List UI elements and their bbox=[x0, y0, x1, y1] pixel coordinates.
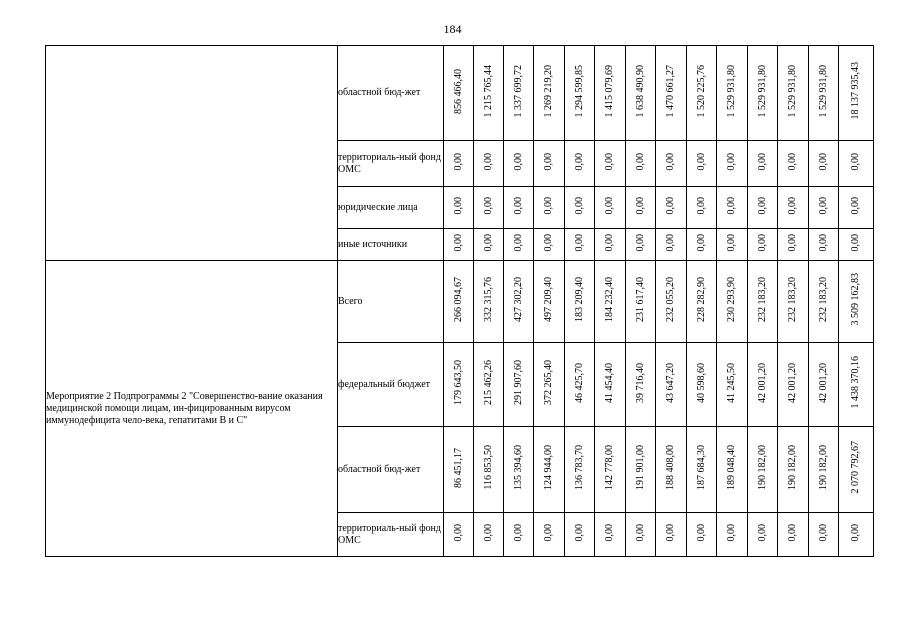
value-cell bbox=[444, 513, 474, 557]
value-cell bbox=[504, 261, 534, 343]
value-cell bbox=[717, 141, 748, 187]
value-text: 0,00 bbox=[634, 152, 646, 171]
value-text: 232 183,20 bbox=[817, 277, 829, 322]
value-text: 42 001,20 bbox=[756, 362, 768, 403]
value-text: 190 182,00 bbox=[787, 445, 798, 490]
value-cell bbox=[595, 229, 626, 261]
value-cell bbox=[687, 187, 717, 229]
value-text: 0,00 bbox=[452, 196, 464, 215]
funding-source-cell: иные источники bbox=[338, 229, 444, 261]
value-cell bbox=[595, 427, 626, 513]
value-text: 1 529 931,80 bbox=[726, 64, 737, 118]
value-text: 0,00 bbox=[573, 152, 585, 171]
value-text: 191 901,00 bbox=[634, 445, 646, 490]
value-cell bbox=[626, 141, 656, 187]
funding-source-cell: областной бюд-жет bbox=[338, 427, 444, 513]
value-text: 0,00 bbox=[787, 152, 798, 171]
value-cell bbox=[778, 261, 809, 343]
value-text: 1 215 765,44 bbox=[482, 64, 494, 118]
value-cell bbox=[839, 261, 874, 343]
value-cell bbox=[717, 46, 748, 141]
funding-source-cell: федеральный бюджет bbox=[338, 343, 444, 427]
value-cell bbox=[656, 187, 687, 229]
value-text: 42 001,20 bbox=[787, 362, 798, 403]
value-text: 231 617,40 bbox=[634, 277, 646, 322]
value-text: 0,00 bbox=[817, 152, 829, 171]
value-text: 0,00 bbox=[543, 523, 554, 542]
value-text: 856 466,40 bbox=[452, 68, 464, 114]
value-cell bbox=[809, 343, 839, 427]
value-cell bbox=[534, 343, 565, 427]
value-text: 184 232,40 bbox=[604, 277, 615, 322]
value-cell bbox=[595, 513, 626, 557]
value-text: 0,00 bbox=[817, 196, 829, 215]
value-cell bbox=[809, 187, 839, 229]
table-row bbox=[46, 261, 874, 343]
value-cell bbox=[656, 343, 687, 427]
value-text: 187 684,30 bbox=[695, 445, 707, 490]
value-text: 190 182,00 bbox=[817, 445, 829, 490]
value-text: 1 269 219,20 bbox=[543, 64, 554, 118]
value-text: 1 294 599,85 bbox=[573, 64, 585, 118]
value-cell bbox=[778, 513, 809, 557]
value-cell bbox=[748, 343, 778, 427]
value-text: 0,00 bbox=[756, 233, 768, 252]
value-text: 42 001,20 bbox=[817, 362, 829, 403]
value-cell bbox=[474, 343, 504, 427]
value-text: 0,00 bbox=[787, 233, 798, 252]
value-cell bbox=[444, 261, 474, 343]
value-text: 0,00 bbox=[695, 523, 707, 542]
value-text: 0,00 bbox=[512, 233, 524, 252]
value-text: 179 643,50 bbox=[452, 360, 464, 405]
value-text: 41 245,50 bbox=[726, 362, 737, 403]
value-cell bbox=[504, 187, 534, 229]
value-text: 1 438 370,16 bbox=[850, 356, 861, 409]
value-cell bbox=[809, 141, 839, 187]
value-text: 0,00 bbox=[850, 196, 861, 215]
value-text: 86 451,17 bbox=[452, 447, 464, 488]
value-cell bbox=[626, 513, 656, 557]
value-cell bbox=[474, 46, 504, 141]
value-cell bbox=[504, 229, 534, 261]
value-cell bbox=[687, 343, 717, 427]
value-cell bbox=[717, 187, 748, 229]
value-cell bbox=[595, 46, 626, 141]
value-text: 1 415 079,69 bbox=[604, 64, 615, 118]
value-text: 0,00 bbox=[850, 233, 861, 252]
value-text: 18 137 935,43 bbox=[850, 62, 861, 120]
value-text: 232 183,20 bbox=[787, 277, 798, 322]
value-text: 266 094,67 bbox=[452, 277, 464, 322]
value-text: 0,00 bbox=[850, 152, 861, 171]
value-text: 0,00 bbox=[452, 523, 464, 542]
funding-source-cell: территориаль-ный фонд ОМС bbox=[338, 141, 444, 187]
value-cell bbox=[626, 229, 656, 261]
value-text: 0,00 bbox=[665, 233, 676, 252]
value-cell bbox=[626, 187, 656, 229]
value-cell bbox=[565, 141, 595, 187]
value-text: 189 048,40 bbox=[726, 445, 737, 490]
value-cell bbox=[504, 427, 534, 513]
value-cell bbox=[748, 141, 778, 187]
value-cell bbox=[534, 427, 565, 513]
value-cell bbox=[778, 343, 809, 427]
value-cell bbox=[534, 513, 565, 557]
value-cell bbox=[839, 187, 874, 229]
value-cell bbox=[565, 261, 595, 343]
value-text: 0,00 bbox=[726, 152, 737, 171]
value-cell bbox=[656, 513, 687, 557]
value-cell bbox=[656, 46, 687, 141]
value-text: 372 265,40 bbox=[543, 360, 554, 405]
page-number: 184 bbox=[443, 22, 462, 36]
value-cell bbox=[534, 187, 565, 229]
value-text: 0,00 bbox=[665, 196, 676, 215]
funding-source-cell: областной бюд-жет bbox=[338, 46, 444, 141]
value-text: 291 907,60 bbox=[512, 360, 524, 405]
table-row bbox=[46, 46, 874, 141]
value-cell bbox=[504, 46, 534, 141]
value-text: 0,00 bbox=[634, 523, 646, 542]
value-text: 427 302,20 bbox=[512, 277, 524, 322]
value-cell bbox=[565, 229, 595, 261]
value-text: 0,00 bbox=[543, 196, 554, 215]
value-cell bbox=[717, 513, 748, 557]
value-cell bbox=[504, 513, 534, 557]
value-text: 0,00 bbox=[695, 196, 707, 215]
funding-source-cell: территориаль-ный фонд ОМС bbox=[338, 513, 444, 557]
value-text: 1 470 661,27 bbox=[665, 64, 676, 118]
value-text: 1 520 225,76 bbox=[695, 64, 707, 118]
value-cell bbox=[656, 229, 687, 261]
value-cell bbox=[748, 229, 778, 261]
value-text: 0,00 bbox=[604, 233, 615, 252]
value-cell bbox=[778, 46, 809, 141]
value-cell bbox=[444, 46, 474, 141]
value-cell bbox=[839, 229, 874, 261]
value-cell bbox=[839, 141, 874, 187]
funding-source-cell: Всего bbox=[338, 261, 444, 343]
value-text: 0,00 bbox=[695, 152, 707, 171]
value-text: 0,00 bbox=[512, 523, 524, 542]
value-text: 188 408,00 bbox=[665, 445, 676, 490]
value-text: 142 778,00 bbox=[604, 445, 615, 490]
value-text: 0,00 bbox=[756, 523, 768, 542]
value-cell bbox=[778, 229, 809, 261]
value-cell bbox=[444, 229, 474, 261]
value-cell bbox=[748, 46, 778, 141]
value-text: 0,00 bbox=[634, 196, 646, 215]
value-cell bbox=[717, 261, 748, 343]
value-cell bbox=[444, 343, 474, 427]
value-cell bbox=[687, 46, 717, 141]
value-text: 1 529 931,80 bbox=[787, 64, 798, 118]
value-text: 332 315,76 bbox=[482, 277, 494, 322]
value-text: 0,00 bbox=[482, 523, 494, 542]
value-cell bbox=[687, 513, 717, 557]
value-cell bbox=[687, 141, 717, 187]
value-cell bbox=[444, 141, 474, 187]
value-cell bbox=[474, 513, 504, 557]
value-cell bbox=[444, 427, 474, 513]
value-text: 0,00 bbox=[695, 233, 707, 252]
value-cell bbox=[687, 261, 717, 343]
value-cell bbox=[534, 141, 565, 187]
value-cell bbox=[748, 187, 778, 229]
value-text: 135 394,60 bbox=[512, 445, 524, 490]
value-cell bbox=[626, 261, 656, 343]
value-text: 0,00 bbox=[452, 152, 464, 171]
value-cell bbox=[809, 229, 839, 261]
value-cell bbox=[474, 141, 504, 187]
value-cell bbox=[595, 187, 626, 229]
value-cell bbox=[656, 261, 687, 343]
value-cell bbox=[565, 187, 595, 229]
value-text: 1 638 490,90 bbox=[634, 64, 646, 118]
value-text: 0,00 bbox=[726, 233, 737, 252]
value-text: 0,00 bbox=[573, 233, 585, 252]
value-text: 0,00 bbox=[756, 152, 768, 171]
value-text: 40 598,60 bbox=[695, 362, 707, 403]
value-cell bbox=[504, 141, 534, 187]
value-text: 2 070 792,67 bbox=[850, 441, 861, 494]
value-cell bbox=[474, 187, 504, 229]
value-text: 0,00 bbox=[787, 523, 798, 542]
value-cell bbox=[687, 229, 717, 261]
value-text: 232 183,20 bbox=[756, 277, 768, 322]
value-text: 0,00 bbox=[543, 152, 554, 171]
value-text: 0,00 bbox=[850, 523, 861, 542]
value-cell bbox=[839, 513, 874, 557]
value-cell bbox=[565, 427, 595, 513]
value-text: 1 337 699,72 bbox=[512, 64, 524, 118]
value-text: 0,00 bbox=[482, 233, 494, 252]
value-cell bbox=[534, 46, 565, 141]
value-cell bbox=[839, 46, 874, 141]
value-text: 1 529 931,80 bbox=[817, 64, 829, 118]
value-cell bbox=[626, 46, 656, 141]
value-cell bbox=[626, 427, 656, 513]
value-cell bbox=[748, 427, 778, 513]
value-text: 0,00 bbox=[634, 233, 646, 252]
value-text: 0,00 bbox=[512, 196, 524, 215]
value-text: 0,00 bbox=[787, 196, 798, 215]
value-cell bbox=[565, 46, 595, 141]
value-cell bbox=[534, 261, 565, 343]
value-cell bbox=[839, 343, 874, 427]
value-text: 124 944,00 bbox=[543, 445, 554, 490]
value-cell bbox=[626, 343, 656, 427]
value-cell bbox=[504, 343, 534, 427]
value-cell bbox=[809, 427, 839, 513]
value-text: 0,00 bbox=[817, 233, 829, 252]
value-text: 46 425,70 bbox=[573, 362, 585, 403]
value-cell bbox=[717, 229, 748, 261]
value-text: 0,00 bbox=[482, 152, 494, 171]
value-text: 0,00 bbox=[726, 196, 737, 215]
value-text: 190 182,00 bbox=[756, 445, 768, 490]
value-cell bbox=[565, 513, 595, 557]
value-text: 116 853,50 bbox=[482, 445, 494, 490]
value-cell bbox=[595, 261, 626, 343]
value-cell bbox=[474, 427, 504, 513]
value-cell bbox=[748, 261, 778, 343]
value-cell bbox=[809, 46, 839, 141]
value-text: 215 462,26 bbox=[482, 360, 494, 405]
value-text: 232 055,20 bbox=[665, 277, 676, 322]
value-text: 0,00 bbox=[604, 196, 615, 215]
value-cell bbox=[474, 229, 504, 261]
value-text: 497 209,40 bbox=[543, 277, 554, 322]
value-cell bbox=[444, 187, 474, 229]
value-text: 0,00 bbox=[726, 523, 737, 542]
value-text: 39 716,40 bbox=[634, 362, 646, 403]
value-cell bbox=[717, 427, 748, 513]
value-cell bbox=[595, 343, 626, 427]
value-text: 230 293,90 bbox=[726, 277, 737, 322]
value-text: 228 282,90 bbox=[695, 277, 707, 322]
value-text: 183 209,40 bbox=[573, 277, 585, 322]
value-cell bbox=[778, 187, 809, 229]
value-cell bbox=[839, 427, 874, 513]
value-cell bbox=[565, 343, 595, 427]
value-text: 0,00 bbox=[452, 233, 464, 252]
value-text: 0,00 bbox=[604, 152, 615, 171]
value-cell bbox=[534, 229, 565, 261]
value-text: 0,00 bbox=[604, 523, 615, 542]
budget-table bbox=[45, 45, 874, 557]
value-text: 0,00 bbox=[756, 196, 768, 215]
value-text: 136 783,70 bbox=[573, 445, 585, 490]
value-cell bbox=[474, 261, 504, 343]
value-text: 0,00 bbox=[817, 523, 829, 542]
value-cell bbox=[687, 427, 717, 513]
value-text: 41 454,40 bbox=[604, 362, 615, 403]
value-cell bbox=[778, 427, 809, 513]
value-cell bbox=[778, 141, 809, 187]
value-text: 43 647,20 bbox=[665, 362, 676, 403]
value-text: 0,00 bbox=[543, 233, 554, 252]
value-cell bbox=[595, 141, 626, 187]
value-cell bbox=[656, 427, 687, 513]
measure-cell: Мероприятие 2 Подпрограммы 2 "Совершенство-вание оказания медицинской помощи лицам, ин-фицированным вирусом иммунодефицита чело-века, гепатитами В и С" bbox=[46, 261, 338, 557]
value-text: 0,00 bbox=[482, 196, 494, 215]
value-text: 1 529 931,80 bbox=[756, 64, 768, 118]
value-text: 3 509 162,83 bbox=[850, 273, 861, 326]
value-cell bbox=[809, 513, 839, 557]
value-cell bbox=[656, 141, 687, 187]
value-text: 0,00 bbox=[573, 523, 585, 542]
funding-source-cell: юридические лица bbox=[338, 187, 444, 229]
value-cell bbox=[809, 261, 839, 343]
value-text: 0,00 bbox=[665, 152, 676, 171]
measure-cell bbox=[46, 46, 338, 261]
value-text: 0,00 bbox=[512, 152, 524, 171]
value-text: 0,00 bbox=[573, 196, 585, 215]
value-cell bbox=[717, 343, 748, 427]
value-cell bbox=[748, 513, 778, 557]
value-text: 0,00 bbox=[665, 523, 676, 542]
